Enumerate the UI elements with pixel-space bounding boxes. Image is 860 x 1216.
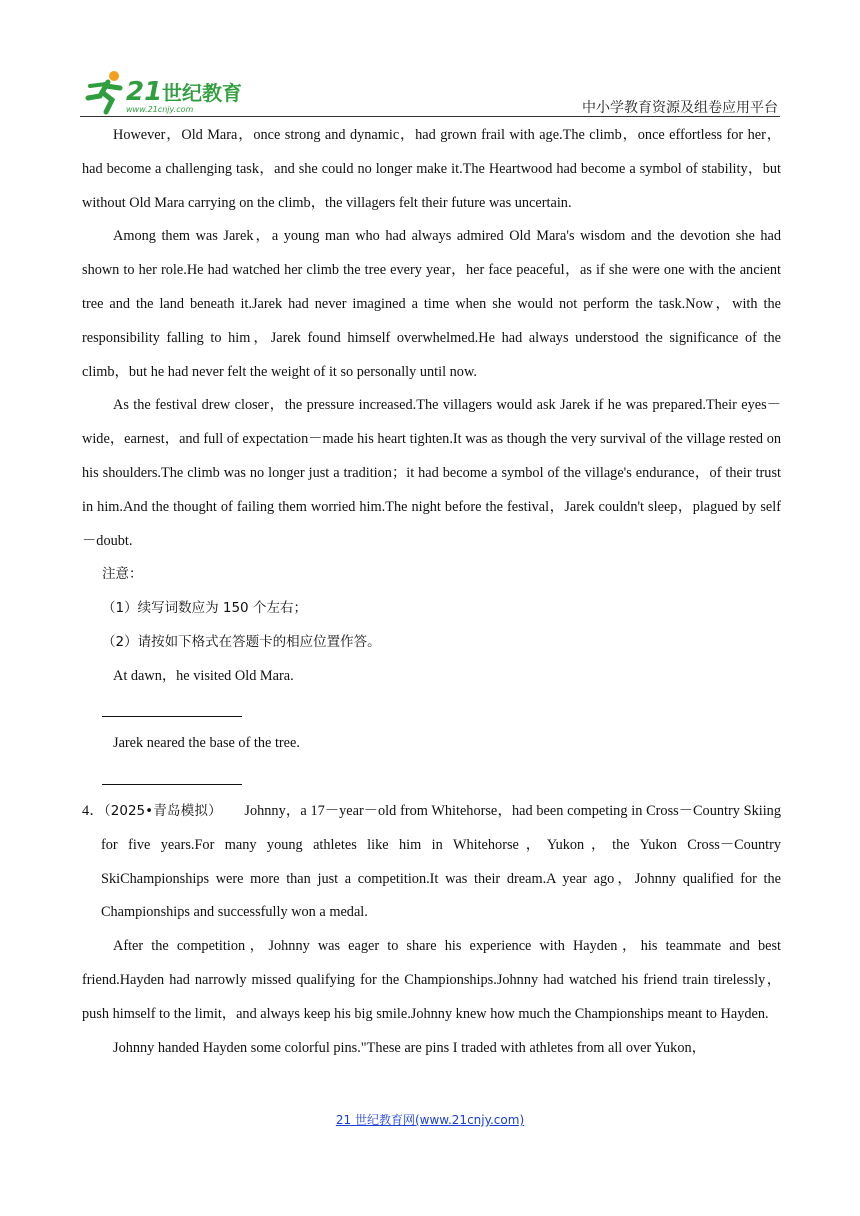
paragraph: Johnny handed Hayden some colorful pins."These are pins I traded with athletes from all over Yukon， — [113, 1039, 706, 1056]
paragraph: Among them was Jarek，a young man who had always admired Old Mara's wisdom and the devotion she had shown to her role.He had watched her climb the tree every year，her face peaceful，as if she were one with the ancient tree and the land beneath it.Jarek had never imagined a time when she would not perform the task.Now，with the responsibility falling to him，Jarek found himself overwhelmed.He had always understood the significance of the climb，but he had never felt the weight of it so personally until now. — [82, 228, 781, 380]
question-number: 4． — [82, 802, 104, 819]
document-body — [82, 119, 781, 1065]
question-text: Johnny，a 17－year－old from Whitehorse，had been competing in Cross－Country Skiing for five years.For many young athletes like him in Whitehorse，Yukon，the Yukon Cross－Country SkiChampionships were more than just a competition.It was their dream.A year ago，Johnny qualified for the Championships and successfully won a medal. — [101, 802, 781, 921]
svg-text:21: 21 — [126, 77, 163, 107]
page-header — [80, 66, 780, 118]
footer-link[interactable]: 21 世纪教育网(www.21cnjy.com) — [335, 1113, 525, 1127]
paragraph: After the competition，Johnny was eager to share his experience with Hayden，his teammate and best friend.Hayden had narrowly missed qualifying for the Championships.Johnny had watched his friend train tirelessly，push himself to the limit，and always keep his big smile.Johnny knew how much the Championships meant to Hayden. — [82, 938, 781, 1022]
question-4 — [82, 795, 781, 930]
svg-text:www.21cnjy.com: www.21cnjy.com — [126, 105, 194, 114]
paragraph: As the festival drew closer，the pressure increased.The villagers would ask Jarek if he was prepared.Their eyes－wide，earnest，and full of expectation－made his heart tighten.It was as though the very survival of the village rested on his shoulders.The climb was no longer just a tradition；it had become a symbol of the village's endurance，of their trust in him.And the thought of failing them worried him.The night before the festival，Jarek couldn't sleep，plagued by self－doubt. — [82, 397, 781, 549]
svg-text:世纪教育: 世纪教育 — [162, 81, 242, 105]
notes-title: 注意： — [102, 566, 143, 583]
answer-blank-1 — [102, 694, 242, 728]
continuation-start-2: Jarek neared the base of the tree. — [113, 735, 300, 752]
notes-item-1: （1）续写词数应为 150 个左右； — [102, 600, 307, 617]
answer-blank-2 — [102, 761, 242, 795]
site-logo — [80, 66, 255, 116]
header-platform-name: 中小学教育资源及组卷应用平台 — [582, 100, 778, 116]
continuation-start-1: At dawn，he visited Old Mara. — [113, 667, 294, 684]
question-source: （2025•青岛模拟） — [103, 802, 222, 819]
notes-item-2: （2）请按如下格式在答题卡的相应位置作答。 — [102, 633, 381, 650]
paragraph: However，Old Mara，once strong and dynamic，had grown frail with age.The climb，once effortless for her，had become a challenging task，and she could no longer make it.The Heartwood had become a symbol of stability，but without Old Mara carrying on the climb，the villagers felt their future was uncertain. — [82, 127, 781, 211]
